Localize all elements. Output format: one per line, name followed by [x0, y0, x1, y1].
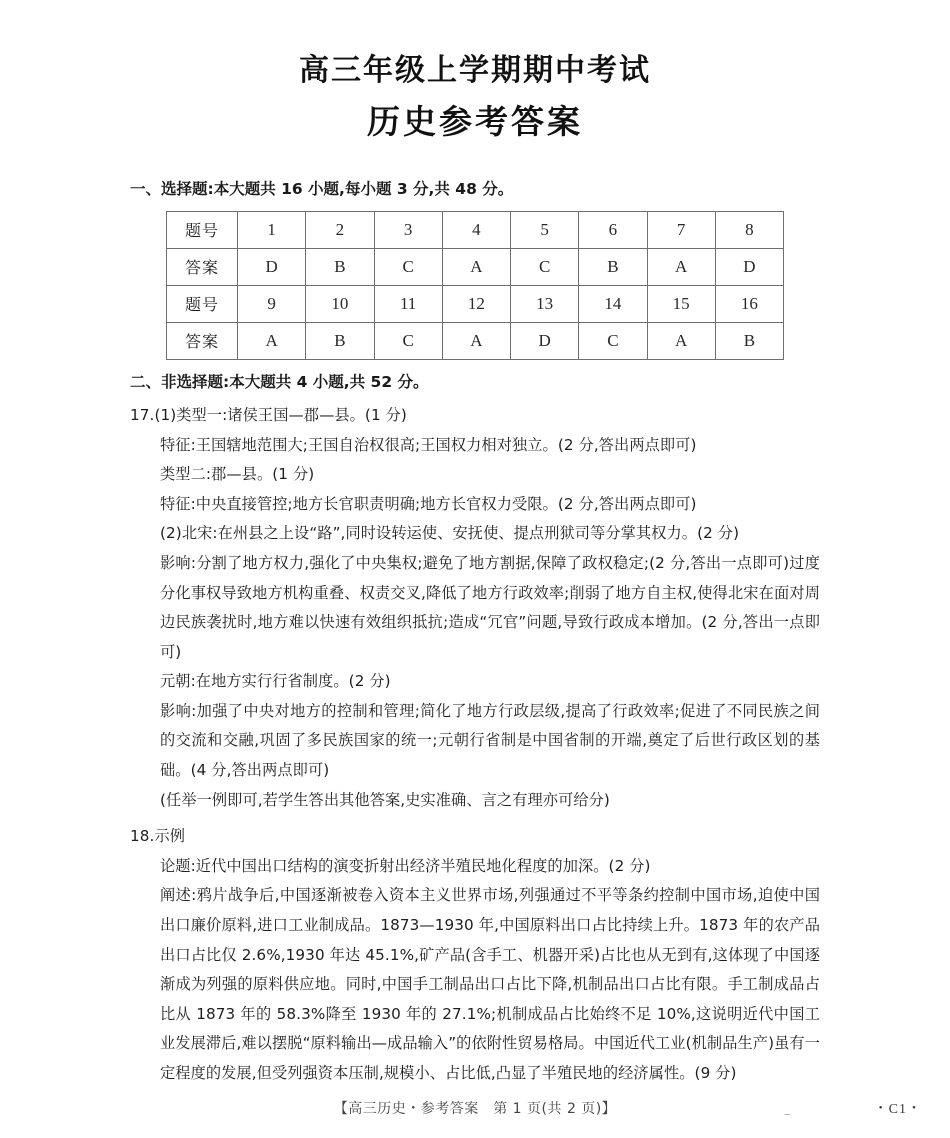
answer-cell: B	[579, 248, 647, 285]
answer-cell: C	[511, 248, 579, 285]
answer-cell: A	[238, 322, 306, 359]
q17-line-7: 元朝:在地方实行行省制度。(2 分)	[160, 672, 391, 691]
question-18-block	[130, 822, 820, 1088]
answer-cell: A	[647, 322, 715, 359]
page-footer	[0, 1098, 950, 1124]
question-number-cell: 6	[579, 211, 647, 248]
question-number-cell: 5	[511, 211, 579, 248]
q17-line-2: 特征:王国辖地范围大;王国自治权很高;王国权力相对独立。(2 分,答出两点即可)	[160, 435, 697, 454]
answer-cell: D	[715, 248, 783, 285]
answer-cell: B	[306, 322, 374, 359]
q17-line-8: 影响:加强了中央对地方的控制和管理;简化了地方行政层级,提高了行政效率;促进了不同民族之间的交流和交融,巩固了多民族国家的统一;元朝行省制是中国省制的开端,奠定了后世行政区划的基础。(4 分,答出两点即可)	[160, 701, 820, 780]
footer-mark: _	[784, 1104, 790, 1116]
question-number-cell: 14	[579, 285, 647, 322]
question-number-cell: 13	[511, 285, 579, 322]
answer-cell: A	[442, 248, 510, 285]
section-two-heading: 二、非选择题:本大题共 4 小题,共 52 分。	[130, 372, 429, 391]
question-number-cell: 8	[715, 211, 783, 248]
q17-line-6: 影响:分割了地方权力,强化了中央集权;避免了地方割据,保障了政权稳定;(2 分,答出一点即可)过度分化事权导致地方机构重叠、权责交叉,降低了地方行政效率;削弱了地方自主权,使得北宋在面对周边民族袭扰时,地方难以快速有效组织抵抗;造成“冗官”问题,导致行政成本增加。(2 分,答出一点即可)	[160, 553, 820, 661]
table-row	[167, 211, 784, 248]
question-17-block	[130, 401, 820, 815]
answer-cell: A	[647, 248, 715, 285]
table-row	[167, 285, 784, 322]
answer-cell: D	[238, 248, 306, 285]
question-number-cell: 11	[374, 285, 442, 322]
row-header-number: 题号	[167, 211, 238, 248]
q18-line-1: 18.示例	[130, 827, 186, 846]
answer-cell: B	[306, 248, 374, 285]
question-number-cell: 2	[306, 211, 374, 248]
table-row	[167, 248, 784, 285]
row-header-answer: 答案	[167, 322, 238, 359]
question-number-cell: 10	[306, 285, 374, 322]
answer-cell: D	[511, 322, 579, 359]
q18-line-2: 论题:近代中国出口结构的演变折射出经济半殖民地化程度的加深。(2 分)	[160, 856, 651, 875]
question-number-cell: 7	[647, 211, 715, 248]
section-one-heading: 一、选择题:本大题共 16 小题,每小题 3 分,共 48 分。	[130, 180, 514, 199]
q17-line-5: (2)北宋:在州县之上设“路”,同时设转运使、安抚使、提点刑狱司等分掌其权力。(2 分)	[160, 524, 740, 543]
question-number-cell: 16	[715, 285, 783, 322]
q18-line-3: 阐述:鸦片战争后,中国逐渐被卷入资本主义世界市场,列强通过不平等条约控制中国市场,迫使中国出口廉价原料,进口工业制成品。1873—1930 年,中国原料出口占比持续上升。1873 年的农产品出口占比仅 2.6%,1930 年达 45.1%,矿产品(含手工、机器开采)占比也从无到有,这体现了中国逐渐成为列强的原料供应地。同时,中国手工制品出口占比下降,机制品出口占比有限。手工制成品占比从 1873 年的 58.3%降至 1930 年的 27.1%;机制成品占比始终不足 10%,这说明近代中国工业发展滞后,难以摆脱“原料输出—成品输入”的依附性贸易格局。中国近代工业(机制品生产)虽有一定程度的发展,但受列强资本压制,规模小、占比低,凸显了半殖民地的经济属性。(9 分)	[160, 886, 820, 1082]
answer-cell: A	[442, 322, 510, 359]
q17-line-4: 特征:中央直接管控;地方长官职责明确;地方长官权力受限。(2 分,答出两点即可)	[160, 494, 697, 513]
answer-cell: C	[579, 322, 647, 359]
question-number-cell: 1	[238, 211, 306, 248]
q17-line-1: 17.(1)类型一:诸侯王国—郡—县。(1 分)	[130, 405, 407, 424]
row-header-answer: 答案	[167, 248, 238, 285]
table-row	[167, 322, 784, 359]
answer-cell: B	[715, 322, 783, 359]
question-number-cell: 15	[647, 285, 715, 322]
page-subtitle: 历史参考答案	[367, 101, 583, 141]
q17-line-9: (任举一例即可,若学生答出其他答案,史实准确、言之有理亦可给分)	[160, 790, 610, 809]
answer-cell: C	[374, 248, 442, 285]
multiple-choice-answer-table	[166, 211, 784, 360]
q17-line-3: 类型二:郡—县。(1 分)	[160, 465, 315, 484]
question-number-cell: 9	[238, 285, 306, 322]
row-header-number: 题号	[167, 285, 238, 322]
question-number-cell: 4	[442, 211, 510, 248]
answer-cell: C	[374, 322, 442, 359]
answer-table-container	[130, 211, 820, 360]
footer-code: ・C1・	[873, 1102, 922, 1117]
footer-page-label: 【高三历史・参考答案 第 1 页(共 2 页)】	[333, 1101, 617, 1117]
question-number-cell: 3	[374, 211, 442, 248]
page-title: 高三年级上学期期中考试	[299, 53, 651, 88]
question-number-cell: 12	[442, 285, 510, 322]
